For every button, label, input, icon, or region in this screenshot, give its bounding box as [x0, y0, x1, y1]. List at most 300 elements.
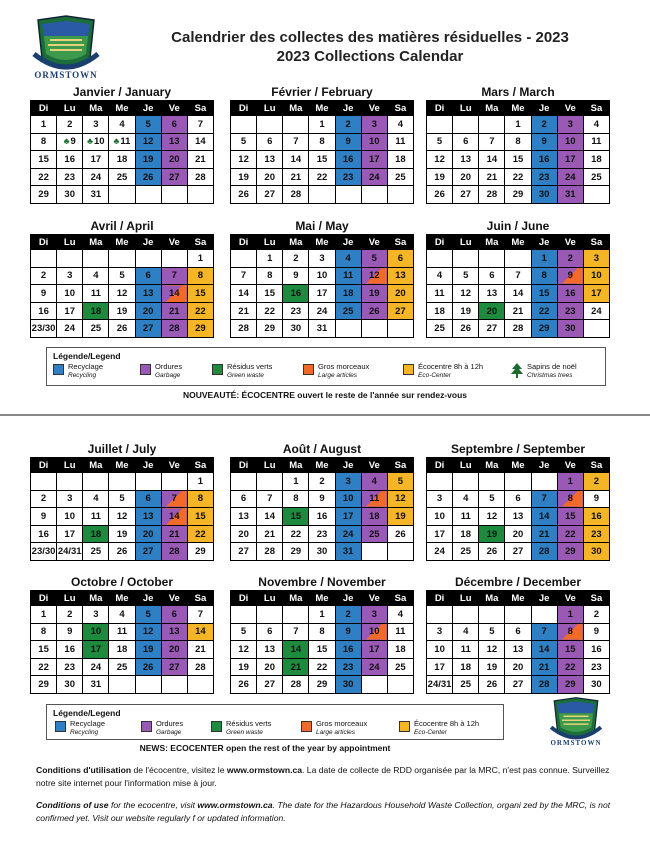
day-cell — [309, 285, 335, 303]
day-number: 21 — [290, 661, 302, 673]
day-number: 18 — [342, 287, 354, 299]
swatch-ecocentre — [403, 364, 414, 375]
day-number: 9 — [345, 136, 351, 148]
day-cell — [583, 525, 609, 543]
day-cell — [57, 116, 83, 134]
day-cell — [309, 151, 335, 169]
day-number: 20 — [142, 528, 154, 540]
day-number: 15 — [316, 153, 328, 165]
day-cell — [427, 250, 453, 268]
day-number: 3 — [436, 493, 443, 505]
day-cell — [583, 508, 609, 526]
day-cell — [31, 168, 57, 186]
day-number: 4 — [397, 118, 404, 130]
day-number: 7 — [197, 118, 204, 130]
day-number: 7 — [197, 608, 204, 620]
day-number: 6 — [515, 493, 521, 505]
day-cell — [135, 320, 161, 338]
day-number: 2 — [40, 270, 47, 282]
day-cell — [83, 285, 109, 303]
day-cell — [83, 116, 109, 134]
week-row — [231, 623, 414, 641]
day-number: 16 — [38, 305, 49, 317]
day-cell — [335, 623, 361, 641]
day-cell — [161, 473, 187, 491]
month-title: Avril / April — [90, 219, 154, 233]
day-number: 12 — [238, 643, 249, 655]
conditions-en-label: Conditions of use — [36, 800, 109, 810]
legend-item-recyclage — [55, 720, 105, 737]
christmas-tree-icon: ♣ — [63, 136, 70, 147]
day-cell — [479, 186, 505, 204]
day-cell — [361, 267, 387, 285]
week-row — [31, 151, 214, 169]
weekday-header: Lu — [57, 235, 83, 250]
week-row — [427, 623, 610, 641]
day-number: 3 — [567, 118, 573, 130]
day-number: 6 — [145, 270, 151, 282]
day-number: 7 — [240, 270, 247, 282]
note-top: NOUVEAUTÉ: ÉCOCENTRE ouvert le reste de l'année sur rendez-vous — [182, 390, 467, 400]
day-cell — [531, 168, 557, 186]
day-cell — [57, 186, 83, 204]
conditions-en-link[interactable]: www.ormstown.ca — [197, 800, 273, 810]
day-cell — [109, 302, 135, 320]
day-number: 31 — [316, 323, 328, 335]
day-number: 11 — [395, 626, 406, 638]
legend-label: Recyclage — [68, 362, 104, 371]
month-calendar — [230, 84, 414, 204]
day-cell — [109, 490, 135, 508]
day-cell — [505, 658, 531, 676]
day-number: 12 — [395, 493, 406, 505]
weekday-header: Ve — [557, 235, 583, 250]
legend-title: Légende/Legend — [53, 708, 121, 718]
day-cell — [187, 623, 213, 641]
day-number: 20 — [395, 287, 406, 299]
day-cell — [335, 250, 361, 268]
day-cell — [335, 285, 361, 303]
week-row — [31, 186, 214, 204]
day-cell — [479, 490, 505, 508]
day-number: 13 — [512, 510, 524, 522]
day-number: 9 — [67, 626, 73, 638]
day-number: 24/31 — [427, 679, 452, 691]
day-cell — [387, 267, 413, 285]
day-cell — [57, 473, 83, 491]
weekday-header: Me — [109, 458, 135, 473]
day-number: 26 — [116, 546, 128, 558]
weekday-header: Sa — [387, 591, 413, 606]
day-number: 23/30 — [31, 323, 56, 335]
day-cell — [109, 320, 135, 338]
day-number: 18 — [395, 153, 406, 165]
weekday-header: Ve — [557, 591, 583, 606]
week-row — [31, 133, 214, 151]
day-number: 9 — [593, 626, 600, 638]
week-row — [31, 623, 214, 641]
day-number: 10 — [342, 493, 354, 505]
day-number: 23 — [64, 661, 75, 673]
day-cell — [283, 302, 309, 320]
day-number: 16 — [38, 528, 49, 540]
day-number: 17 — [90, 153, 102, 165]
day-number: 31 — [90, 679, 102, 691]
day-cell — [187, 116, 213, 134]
day-number: 11 — [90, 510, 101, 522]
day-number: 31 — [90, 189, 102, 201]
weekday-header: Je — [531, 101, 557, 116]
day-cell — [161, 508, 187, 526]
day-number: 3 — [593, 252, 600, 264]
day-number: 25 — [395, 661, 406, 673]
day-cell — [453, 543, 479, 561]
weekday-header: Sa — [583, 458, 609, 473]
day-cell — [83, 543, 109, 561]
day-number: 16 — [290, 287, 302, 299]
day-number: 29 — [290, 546, 302, 558]
week-row — [427, 302, 610, 320]
day-number: 15 — [195, 510, 206, 522]
day-cell — [57, 606, 83, 624]
day-cell — [161, 641, 187, 659]
day-number: 6 — [463, 136, 469, 148]
day-number: 29 — [195, 323, 206, 335]
weekday-header: Ve — [361, 101, 387, 116]
day-number: 28 — [264, 546, 275, 558]
day-number: 14 — [195, 626, 206, 638]
day-cell — [257, 151, 283, 169]
weekday-header: Me — [309, 235, 335, 250]
day-cell — [453, 490, 479, 508]
weekday-header: Je — [135, 591, 161, 606]
day-cell — [479, 116, 505, 134]
day-number: 2 — [345, 118, 351, 130]
day-number: 11 — [395, 136, 406, 148]
calendar-grid — [230, 100, 414, 204]
day-number: 5 — [436, 136, 443, 148]
conditions-en-text2: . The date for the Hazardous Household Waste Collection, organi zed by the MRC, is not confirmed yet. Visit our website regularly f or updated information. — [36, 800, 611, 823]
day-cell — [161, 676, 187, 694]
week-row — [31, 473, 214, 491]
day-cell — [479, 285, 505, 303]
day-cell — [283, 473, 309, 491]
day-number: 2 — [567, 252, 573, 264]
day-cell — [187, 285, 213, 303]
day-number: 8 — [319, 136, 325, 148]
day-cell — [31, 508, 57, 526]
weekday-header: Sa — [583, 591, 609, 606]
legend-label: Écocentre 8h à 12h — [414, 719, 480, 728]
day-number: 25 — [395, 171, 406, 183]
week-row — [31, 606, 214, 624]
day-number: 6 — [267, 136, 273, 148]
day-cell — [427, 490, 453, 508]
month-calendar — [426, 441, 610, 561]
day-cell — [557, 676, 583, 694]
day-number: 24/31 — [57, 546, 82, 558]
day-cell — [361, 508, 387, 526]
day-cell — [231, 623, 257, 641]
day-cell — [309, 606, 335, 624]
day-number: 3 — [436, 626, 443, 638]
month-calendar — [30, 218, 214, 338]
day-cell — [231, 186, 257, 204]
week-row — [31, 267, 214, 285]
day-number: 11 — [90, 287, 101, 299]
day-number: 3 — [371, 118, 377, 130]
week-row — [31, 525, 214, 543]
day-number: 18 — [116, 153, 128, 165]
day-cell — [83, 320, 109, 338]
day-cell — [187, 658, 213, 676]
day-cell — [557, 302, 583, 320]
day-number: 3 — [93, 608, 99, 620]
day-cell — [231, 168, 257, 186]
day-cell — [57, 508, 83, 526]
day-number: 23 — [591, 661, 602, 673]
day-cell — [387, 186, 413, 204]
day-cell — [427, 320, 453, 338]
day-cell — [583, 168, 609, 186]
day-cell — [283, 676, 309, 694]
day-number: 7 — [489, 136, 495, 148]
day-number: 13 — [264, 153, 275, 165]
day-number: 4 — [371, 475, 377, 487]
weekday-header: Ma — [283, 458, 309, 473]
legend-item-ecocentre — [403, 363, 483, 380]
weekday-header: Ma — [283, 235, 309, 250]
legend-sub: Eco-Center — [418, 371, 451, 379]
day-cell — [453, 302, 479, 320]
day-number: 3 — [345, 475, 351, 487]
day-cell — [505, 508, 531, 526]
section-divider — [0, 414, 650, 416]
weekday-header: Me — [109, 101, 135, 116]
legend-title: Légende/Legend — [53, 351, 121, 361]
day-cell — [387, 473, 413, 491]
weekday-header: Je — [135, 235, 161, 250]
swatch-recyclage — [55, 721, 66, 732]
day-number: 15 — [264, 287, 275, 299]
day-number: 14 — [195, 136, 206, 148]
day-number: 13 — [142, 287, 154, 299]
day-cell — [335, 320, 361, 338]
week-row — [31, 508, 214, 526]
day-cell — [161, 250, 187, 268]
day-number: 23 — [316, 528, 328, 540]
christmas-tree-icon: ♣ — [113, 136, 120, 147]
day-number: 20 — [264, 171, 275, 183]
calendar-grid — [30, 100, 214, 204]
weekday-header: Ve — [557, 458, 583, 473]
calendar-grid — [426, 234, 610, 338]
day-cell — [57, 133, 83, 151]
day-cell — [257, 525, 283, 543]
day-number: 17 — [591, 287, 602, 299]
day-number: 17 — [368, 153, 380, 165]
conditions-fr-link[interactable]: www.ormstown.ca — [226, 765, 303, 775]
weekday-header: Ma — [83, 101, 109, 116]
day-number: 27 — [168, 171, 180, 183]
day-number: 26 — [116, 323, 128, 335]
day-cell — [309, 641, 335, 659]
day-cell — [479, 250, 505, 268]
day-cell — [427, 676, 453, 694]
day-cell — [187, 508, 213, 526]
day-cell — [257, 543, 283, 561]
day-cell — [109, 168, 135, 186]
day-cell — [83, 525, 109, 543]
day-cell — [283, 186, 309, 204]
week-row — [427, 508, 610, 526]
day-cell — [387, 168, 413, 186]
day-number: 3 — [371, 608, 377, 620]
month-calendar — [30, 84, 214, 204]
day-number: 6 — [267, 626, 273, 638]
day-cell — [361, 641, 387, 659]
day-number: 9 — [593, 493, 600, 505]
day-cell — [335, 543, 361, 561]
day-number: 16 — [64, 643, 75, 655]
day-cell — [427, 267, 453, 285]
day-cell — [309, 186, 335, 204]
day-cell — [387, 250, 413, 268]
day-number: 26 — [434, 189, 445, 201]
day-number: 28 — [168, 546, 180, 558]
weekday-header: Di — [427, 101, 453, 116]
conditions-en — [36, 799, 616, 825]
month-calendar — [426, 84, 610, 204]
day-number: 25 — [460, 546, 471, 558]
legend-item-recyclage — [53, 363, 103, 380]
weekday-header: Di — [31, 458, 57, 473]
day-cell — [257, 267, 283, 285]
day-number: 14 — [486, 153, 498, 165]
day-number: 24 — [434, 546, 445, 558]
day-number: 4 — [397, 608, 404, 620]
weekday-header: Sa — [187, 101, 213, 116]
day-number: 23/30 — [31, 546, 56, 558]
day-cell — [31, 320, 57, 338]
day-cell — [453, 623, 479, 641]
day-cell — [583, 133, 609, 151]
day-cell — [557, 623, 583, 641]
day-cell — [335, 508, 361, 526]
day-cell — [427, 285, 453, 303]
day-number: 16 — [342, 153, 354, 165]
weekday-header: Me — [505, 458, 531, 473]
weekday-header: Je — [335, 235, 361, 250]
day-cell — [135, 525, 161, 543]
day-cell — [427, 302, 453, 320]
legend-sub: Eco-Center — [414, 728, 447, 736]
day-number: 7 — [293, 136, 299, 148]
day-number: 15 — [38, 643, 49, 655]
day-number: 30 — [316, 546, 328, 558]
day-cell — [109, 606, 135, 624]
week-row — [31, 250, 214, 268]
weekday-header: Je — [335, 101, 361, 116]
legend-bottom — [46, 704, 504, 740]
day-cell — [231, 116, 257, 134]
day-cell — [257, 623, 283, 641]
day-cell — [583, 186, 609, 204]
day-number: 22 — [195, 528, 206, 540]
legend-label: Ordures — [156, 719, 184, 728]
day-cell — [557, 320, 583, 338]
day-cell — [161, 543, 187, 561]
day-cell — [361, 186, 387, 204]
month-calendar — [230, 574, 414, 694]
christmas-tree-icon — [511, 363, 523, 379]
day-cell — [531, 508, 557, 526]
day-number: 17 — [368, 643, 380, 655]
day-cell — [309, 250, 335, 268]
day-cell — [135, 641, 161, 659]
day-cell — [187, 151, 213, 169]
weekday-header: Lu — [257, 591, 283, 606]
day-cell — [479, 320, 505, 338]
day-cell — [231, 658, 257, 676]
weekday-header: Je — [335, 458, 361, 473]
weekday-header: Me — [309, 458, 335, 473]
day-cell — [83, 490, 109, 508]
day-cell — [231, 285, 257, 303]
month-calendar — [30, 441, 214, 561]
day-cell — [427, 658, 453, 676]
day-number: 6 — [240, 493, 247, 505]
day-number: 23 — [342, 171, 354, 183]
day-cell — [161, 320, 187, 338]
weekday-header: Di — [231, 235, 257, 250]
day-cell — [387, 658, 413, 676]
day-cell — [31, 658, 57, 676]
day-cell — [309, 133, 335, 151]
day-cell — [583, 285, 609, 303]
day-number: 18 — [90, 528, 102, 540]
day-number: 8 — [40, 136, 47, 148]
day-number: 2 — [40, 493, 47, 505]
day-cell — [231, 606, 257, 624]
day-cell — [161, 285, 187, 303]
day-cell — [427, 133, 453, 151]
day-cell — [453, 168, 479, 186]
day-number: 21 — [512, 305, 524, 317]
day-number: 25 — [116, 661, 128, 673]
day-cell — [109, 133, 135, 151]
weekday-header: Je — [531, 235, 557, 250]
weekday-header: Sa — [387, 458, 413, 473]
day-cell — [31, 267, 57, 285]
day-cell — [257, 186, 283, 204]
day-cell — [335, 133, 361, 151]
day-number: 21 — [168, 305, 180, 317]
day-cell — [161, 606, 187, 624]
day-number: 11 — [343, 270, 354, 282]
day-number: 1 — [515, 118, 521, 130]
week-row — [231, 658, 414, 676]
day-number: 27 — [142, 546, 154, 558]
day-cell — [479, 658, 505, 676]
day-number: 28 — [486, 189, 498, 201]
weekday-header: Lu — [257, 101, 283, 116]
day-number: 26 — [238, 679, 249, 691]
day-cell — [557, 151, 583, 169]
day-number: 2 — [593, 475, 600, 487]
day-number: 26 — [368, 305, 380, 317]
day-cell — [161, 525, 187, 543]
